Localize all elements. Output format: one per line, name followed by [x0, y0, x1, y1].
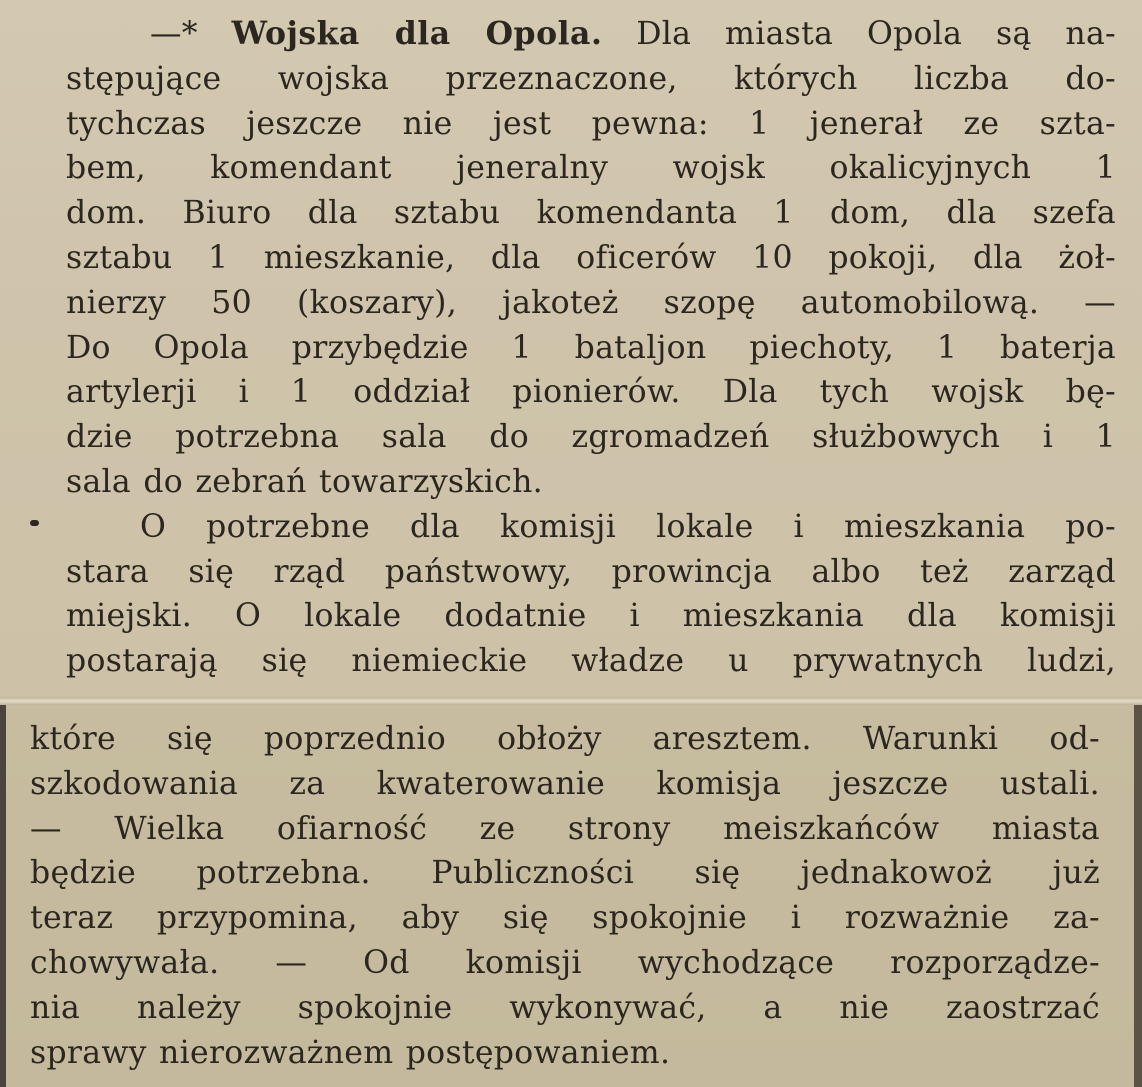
paragraph3-line-3: będzie potrzebna. Publiczności się jednakowoż już — [30, 855, 1100, 892]
paragraph2-line-3: postarają się niemieckie władze u prywatnych ludzi, — [66, 643, 1116, 680]
paragraph1-line-10: sala do zebrań towarzyskich. — [66, 463, 543, 500]
paragraph2-line-2: miejski. O lokale dodatnie i mieszkania dla komisji — [66, 598, 1116, 635]
paragraph3-line-6: nia należy spokojnie wykonywać, a nie zaostrzać — [30, 989, 1100, 1026]
paragraph1-line-8: artylerji i 1 oddział pionierów. Dla tych wojsk bę- — [66, 374, 1116, 411]
paragraph1-line-3: bem, komendant jeneralny wojsk okalicyjnych 1 — [66, 150, 1116, 187]
ink-dot-mark — [30, 520, 39, 526]
paragraph1-line-5: sztabu 1 mieszkanie, dla oficerów 10 pokoji, dla żoł- — [66, 239, 1116, 276]
heading-prefix: —* — [150, 16, 232, 52]
article-first-line — [66, 12, 1116, 57]
left-column-rule — [0, 705, 6, 1087]
paragraph1-line-2: tychczas jeszcze nie jest pewna: 1 jenerał ze szta- — [66, 105, 1116, 142]
paragraph3-line-2: — Wielka ofiarność ze strony meiszkańców miasta — [30, 810, 1100, 847]
right-column-rule — [1134, 705, 1142, 1087]
article-heading: Wojska dla Opola. — [231, 15, 603, 52]
paragraph1-line-6: nierzy 50 (koszary), jakoteż szopę automobilową. — — [66, 284, 1116, 321]
paragraph1-line-7: Do Opola przybędzie 1 bataljon piechoty, 1 baterja — [66, 329, 1116, 366]
article-upper-text — [66, 12, 1116, 684]
paragraph2-line-0: O potrzebne dla komisji lokale i mieszkania po- — [140, 508, 1116, 545]
paragraph3-line-1: szkodowania za kwaterowanie komisja jeszcze ustali. — [30, 765, 1100, 802]
paste-seam — [0, 697, 1142, 705]
paragraph3-line-5: chowywała. — Od komisji wychodzące rozporządze- — [30, 944, 1100, 981]
paragraph1-line-4: dom. Biuro dla sztabu komendanta 1 dom, dla szefa — [66, 195, 1116, 232]
paragraph3-line-7: sprawy nierozważnem postępowaniem. — [30, 1034, 671, 1071]
paragraph1-line-9: dzie potrzebna sala do zgromadzeń służbowych i 1 — [66, 419, 1116, 456]
paragraph3-line-0: które się poprzednio obłoży aresztem. Warunki od- — [30, 721, 1100, 757]
paragraph3-line-4: teraz przypomina, aby się spokojnie i rozważnie za- — [30, 900, 1100, 937]
paragraph1-line-0: Dla miasta Opola są na- — [602, 16, 1116, 52]
article-lower-text — [30, 717, 1100, 1075]
paragraph1-line-1: stępujące wojska przeznaczone, których liczba do- — [66, 60, 1116, 97]
paragraph2-line-1: stara się rząd państwowy, prowincja albo też zarząd — [66, 553, 1116, 590]
